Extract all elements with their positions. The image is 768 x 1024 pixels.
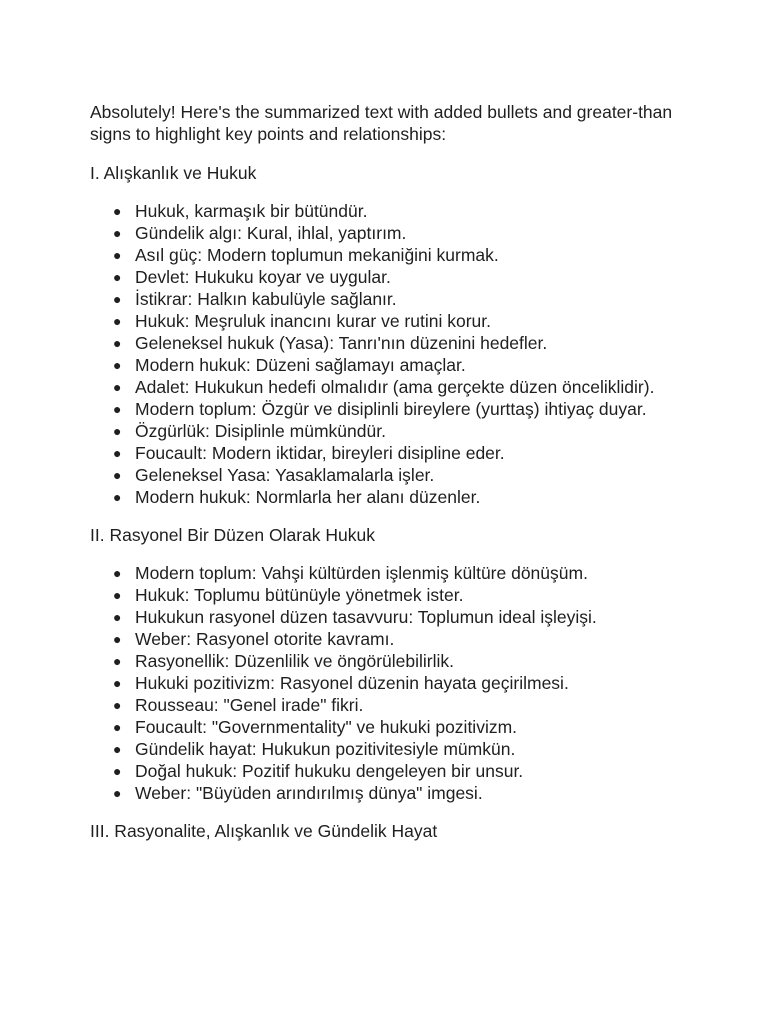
bullet-icon: ● [113,357,122,373]
list-item-text: Gündelik hayat: Hukukun pozitivitesiyle mümkün. [135,739,516,759]
list-item [90,200,690,222]
list-item [90,694,690,716]
list-item-text: Modern toplum: Vahşi kültürden işlenmiş kültüre dönüşüm. [135,563,588,583]
bullet-icon: ● [113,225,122,241]
bullet-icon: ● [113,291,122,307]
list-item-text: Foucault: Modern iktidar, bireyleri disipline eder. [135,443,505,463]
bullet-icon: ● [113,423,122,439]
bullet-icon: ● [113,269,122,285]
section-title: I. Alışkanlık ve Hukuk [90,163,257,183]
list-item-text: Rousseau: "Genel irade" fikri. [135,695,364,715]
list-item [90,354,690,376]
list-item-text: Geleneksel hukuk (Yasa): Tanrı'nın düzenini hedefler. [135,333,548,353]
list-item-text: Hukuk, karmaşık bir bütündür. [135,201,368,221]
bullet-list [90,562,690,804]
list-item [90,650,690,672]
list-item [90,672,690,694]
bullet-icon: ● [113,489,122,505]
list-item [90,310,690,332]
bullet-icon: ● [113,741,122,757]
bullet-icon: ● [113,587,122,603]
bullet-icon: ● [113,313,122,329]
list-item [90,760,690,782]
list-item-text: Hukuk: Toplumu bütünüyle yönetmek ister. [135,585,464,605]
bullet-icon: ● [113,609,122,625]
bullet-icon: ● [113,467,122,483]
bullet-list [90,200,690,508]
bullet-icon: ● [113,653,122,669]
list-item-text: Weber: "Büyüden arındırılmış dünya" imgesi. [135,783,483,803]
list-item [90,716,690,738]
list-item [90,332,690,354]
list-item [90,584,690,606]
bullet-icon: ● [113,675,122,691]
list-item [90,606,690,628]
list-item [90,222,690,244]
list-item-text: Adalet: Hukukun hedefi olmalıdır (ama gerçekte düzen önceliklidir). [135,377,655,397]
list-item [90,782,690,804]
list-item-text: Weber: Rasyonel otorite kavramı. [135,629,395,649]
list-item [90,420,690,442]
list-item-text: Gündelik algı: Kural, ihlal, yaptırım. [135,223,407,243]
sections-container [90,162,690,842]
list-item-text: Foucault: "Governmentality" ve hukuki pozitivizm. [135,717,518,737]
list-item-text: Modern hukuk: Normlarla her alanı düzenler. [135,487,481,507]
list-item [90,266,690,288]
bullet-icon: ● [113,565,122,581]
list-item [90,376,690,398]
bullet-icon: ● [113,203,122,219]
document-page [90,101,690,858]
list-item-text: Hukuki pozitivizm: Rasyonel düzenin hayata geçirilmesi. [135,673,569,693]
list-item-text: Hukuk: Meşruluk inancını kurar ve rutini korur. [135,311,491,331]
list-item-text: Özgürlük: Disiplinle mümkündür. [135,421,386,441]
list-item [90,288,690,310]
list-item [90,562,690,584]
list-item-text: Devlet: Hukuku koyar ve uygular. [135,267,391,287]
list-item-text: Modern hukuk: Düzeni sağlamayı amaçlar. [135,355,466,375]
bullet-icon: ● [113,631,122,647]
section-title: III. Rasyonalite, Alışkanlık ve Gündelik Hayat [90,821,438,841]
list-item-text: İstikrar: Halkın kabulüyle sağlanır. [135,289,397,309]
bullet-icon: ● [113,247,122,263]
list-item [90,398,690,420]
bullet-icon: ● [113,445,122,461]
section-title: II. Rasyonel Bir Düzen Olarak Hukuk [90,525,375,545]
list-item-text: Doğal hukuk: Pozitif hukuku dengeleyen bir unsur. [135,761,524,781]
list-item-text: Rasyonellik: Düzenlilik ve öngörülebilirlik. [135,651,455,671]
list-item-text: Modern toplum: Özgür ve disiplinli bireylere (yurttaş) ihtiyaç duyar. [135,399,647,419]
bullet-icon: ● [113,401,122,417]
list-item [90,628,690,650]
intro-paragraph: Absolutely! Here's the summarized text with added bullets and greater-than signs to highlight key points and relationships: [90,102,673,144]
bullet-icon: ● [113,697,122,713]
list-item [90,442,690,464]
list-item [90,486,690,508]
list-item-text: Hukukun rasyonel düzen tasavvuru: Toplumun ideal işleyişi. [135,607,597,627]
list-item-text: Geleneksel Yasa: Yasaklamalarla işler. [135,465,435,485]
bullet-icon: ● [113,335,122,351]
list-item-text: Asıl güç: Modern toplumun mekaniğini kurmak. [135,245,499,265]
bullet-icon: ● [113,379,122,395]
list-item [90,244,690,266]
bullet-icon: ● [113,719,122,735]
bullet-icon: ● [113,785,122,801]
bullet-icon: ● [113,763,122,779]
list-item [90,464,690,486]
list-item [90,738,690,760]
